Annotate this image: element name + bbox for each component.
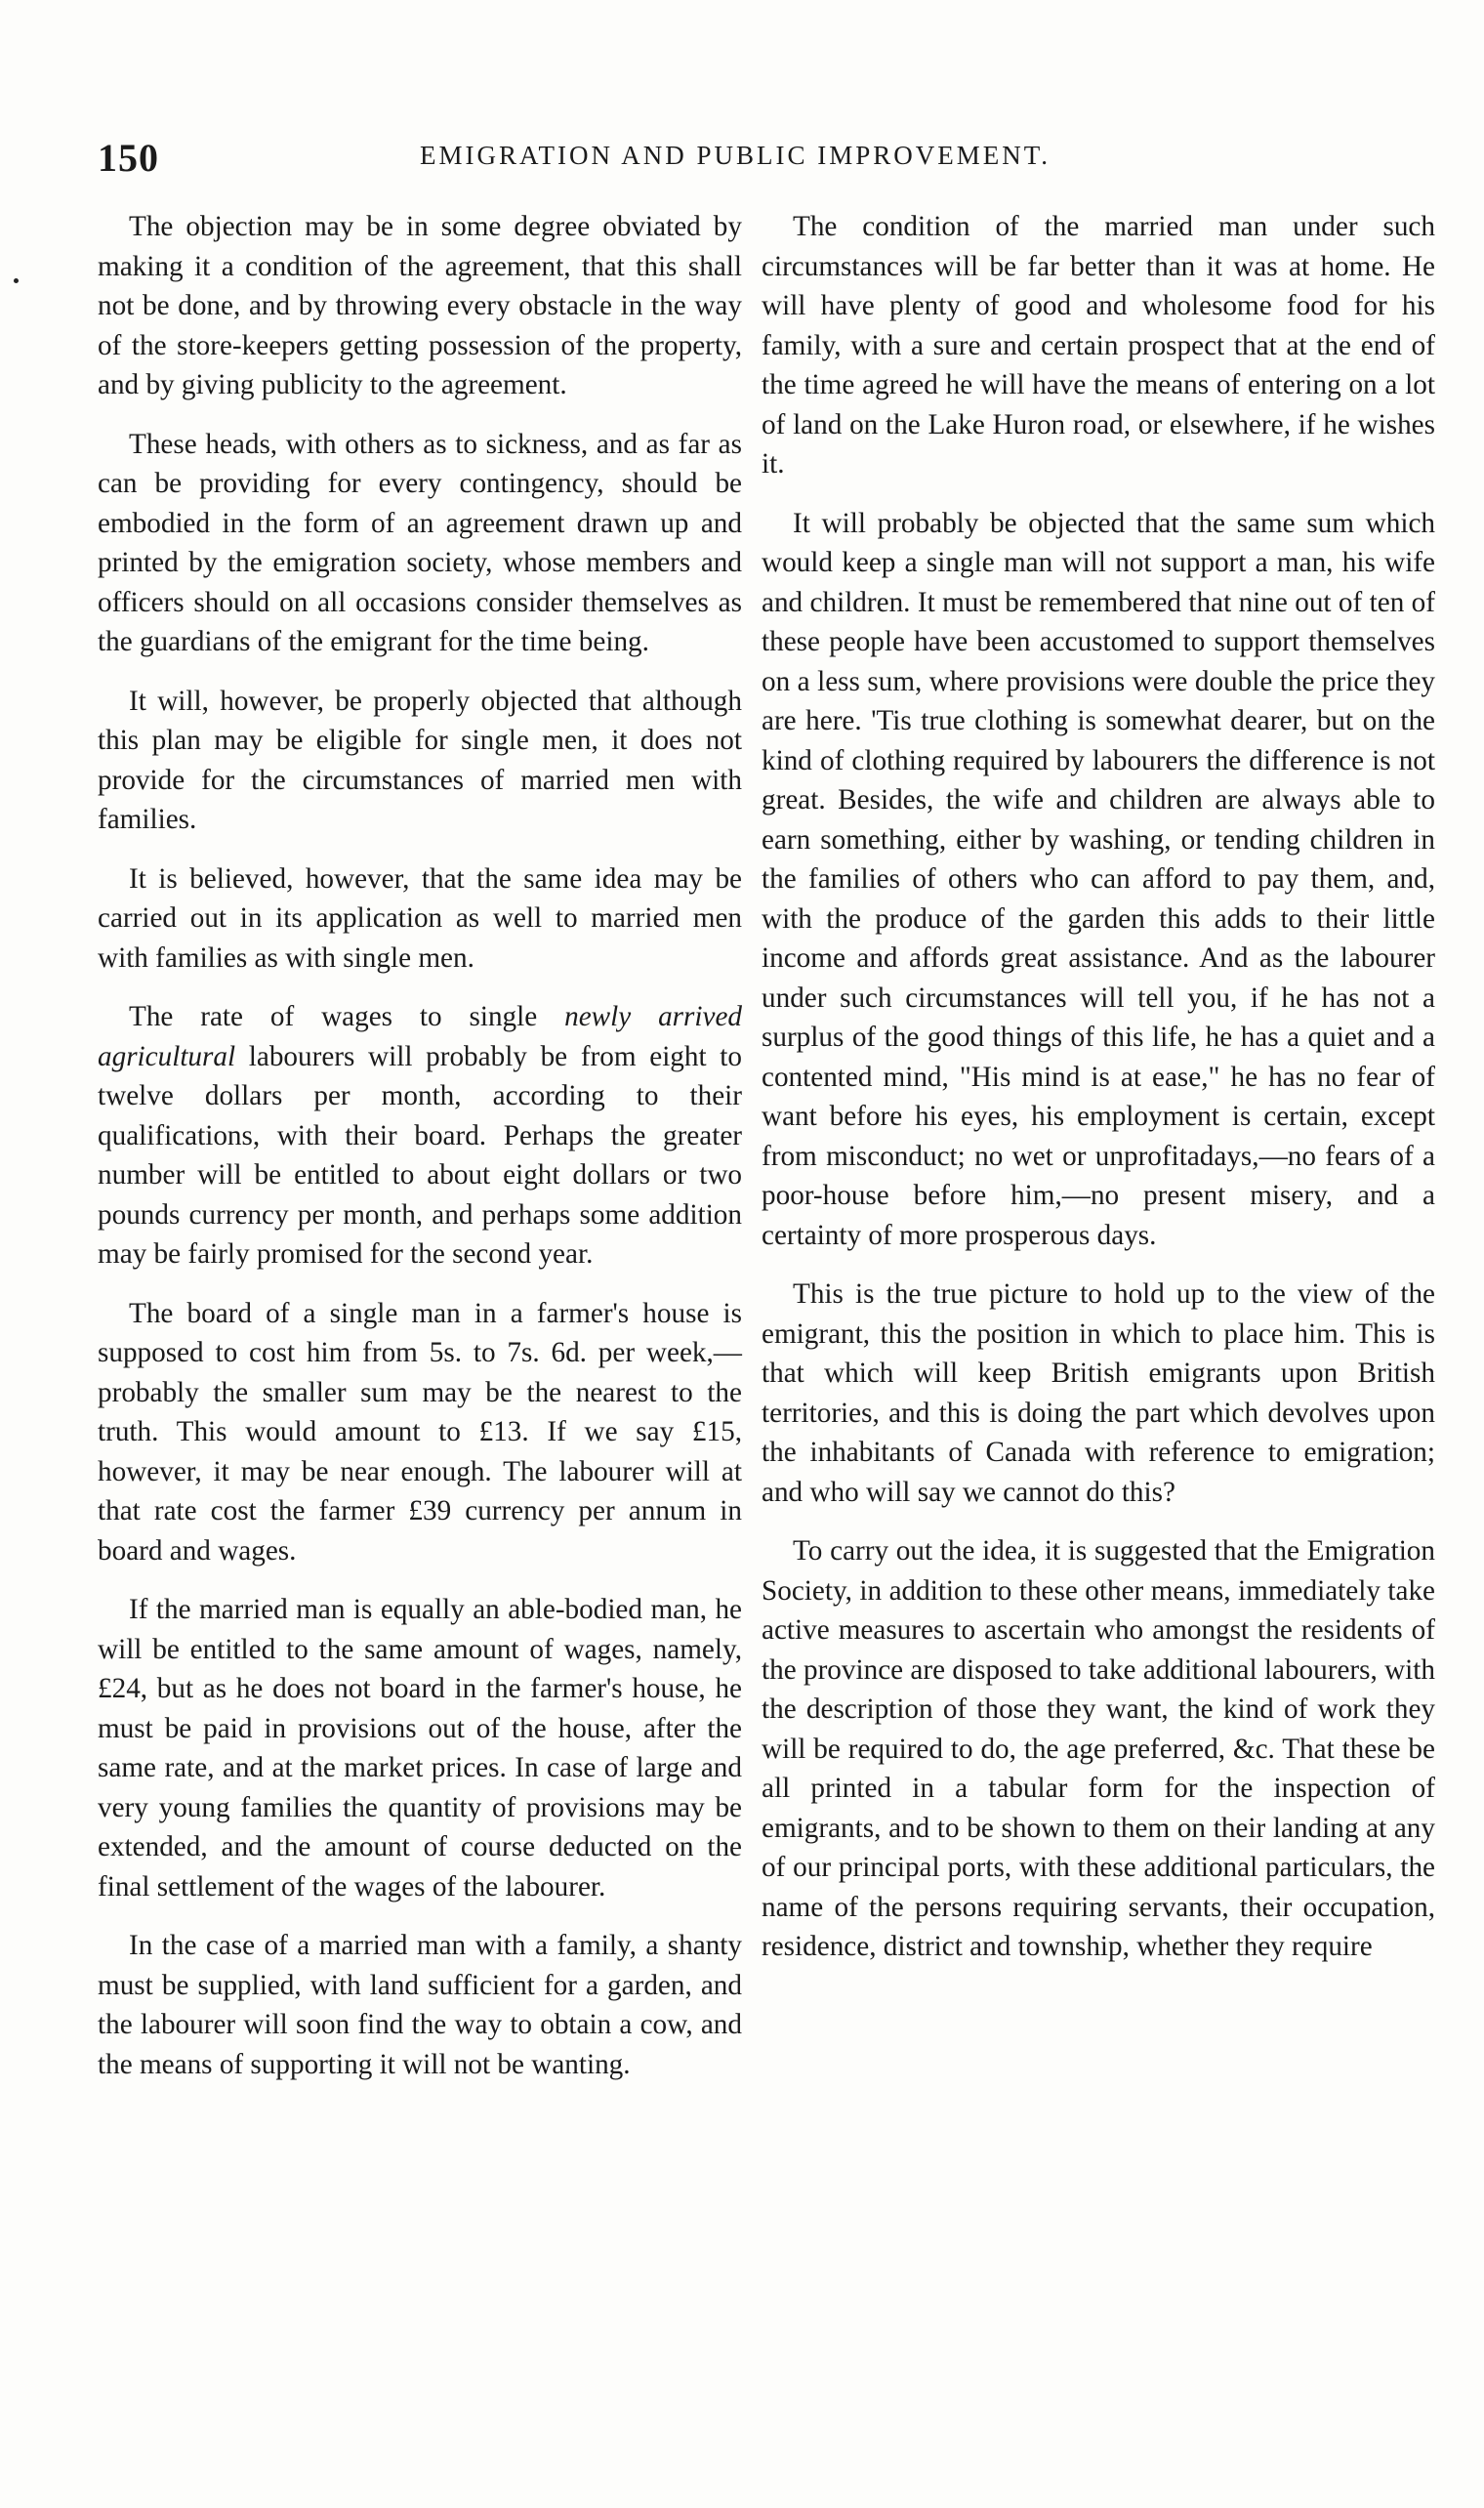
wage-text-end: labourers will probably be from eight to twelve dollars per month, according to their qualifications, with their board. Perhaps the greater number will be entitled to about eight dollars or two pounds currency per month, and perhaps some addition may be fairly promised for the second year. [98,1040,742,1270]
margin-speck [14,278,19,283]
right-paragraph-2: It will probably be objected that the same sum which would keep a single man will not support a man, his wife and children. It must be remembered that nine out of ten of these people have been accustomed to support themselves on a less sum, where provisions were double the price they are here. 'Tis true clothing is somewhat dearer, but on the kind of clothing required by labourers the difference is not great. Besides, the wife and children are always able to earn something, either by washing, or tending children in the families of others who can afford to pay them, and, with the produce of the garden this adds to their little income and affords great assistance. And as the labourer under such circumstances will tell you, if he has not a surplus of the good things of this life, he has a quiet and a contented mind, "His mind is at ease," he has no fear of want before his eyes, his employment is certain, except from misconduct; no wet or unprofitadays,—no fears of a poor-house before him,—no present misery, and a certainty of more prosperous days. [762,507,1435,1251]
page-number: 150 [98,136,159,180]
wage-text-italic: newly arrived agricultural [98,1001,742,1072]
left-column [98,207,742,2104]
running-head: EMIGRATION AND PUBLIC IMPROVEMENT. [420,141,1051,170]
right-paragraph-1: The condition of the married man under such circumstances will be far better than it was at home. He will have plenty of good and wholesome food for his family, with a sure and certain prospect that at the end of the time agreed he will have the means of entering on a lot of land on the Lake Huron road, or elsewhere, if he wishes it. [762,211,1435,480]
left-paragraph-7: If the married man is equally an able-bodied man, he will be entitled to the same amount of wages, namely, £24, but as he does not board in the farmer's house, he must be paid in provisions out of the house, after the same rate, and at the market prices. In case of large and very young families the quantity of provisions may be extended, and the amount of course deducted on the final settlement of the wages of the labourer. [98,1594,742,1902]
left-paragraph-3: It will, however, be properly objected that although this plan may be eligible for single men, it does not provide for the circumstances of married men with families. [98,685,742,835]
left-paragraph-6: The board of a single man in a farmer's house is supposed to cost him from 5s. to 7s. 6d. per week,—probably the smaller sum may be the nearest to the truth. This would amount to £13. If we say £15, however, it may be near enough. The labourer will at that rate cost the farmer £39 currency per annum in board and wages. [98,1297,742,1567]
right-paragraph-4: To carry out the idea, it is suggested that the Emigration Society, in addition to these other means, immediately take active measures to ascertain who amongst the residents of the province are disposed to take additional labourers, with the description of those they want, the kind of work they will be required to do, the age preferred, &c. That these be all printed in a tabular form for the inspection of emigrants, and to be shown to them on their landing at any of our principal ports, with these additional particulars, the name of the persons requiring servants, their occupation, residence, district and township, whether they require [762,1535,1435,1962]
left-paragraph-5 [98,997,742,1275]
wage-text-start: The rate of wages to single [129,1001,565,1032]
page-header [98,135,1435,193]
right-column [762,207,1435,1986]
left-paragraph-2: These heads, with others as to sickness, and as far as can be providing for every contingency, should be embodied in the form of an agreement drawn up and printed by the emigration society, whose members and officers should on all occasions consider themselves as the guardians of the emigrant for the time being. [98,428,742,657]
left-paragraph-1: The objection may be in some degree obviated by making it a condition of the agreement, that this shall not be done, and by throwing every obstacle in the way of the store-keepers getting possession of the property, and by giving publicity to the agreement. [98,211,742,400]
left-paragraph-4: It is believed, however, that the same idea may be carried out in its application as well to married men with families as with single men. [98,862,742,974]
left-paragraph-8: In the case of a married man with a family, a shanty must be supplied, with land sufficient for a garden, and the labourer will soon find the way to obtain a cow, and the means of supporting it will not be wanting. [98,1930,742,2080]
right-paragraph-3: This is the true picture to hold up to the view of the emigrant, this the position in which to place him. This is that which will keep British emigrants upon British territories, and this is doing the part which devolves upon the inhabitants of Canada with reference to emigration; and who will say we cannot do this? [762,1278,1435,1508]
